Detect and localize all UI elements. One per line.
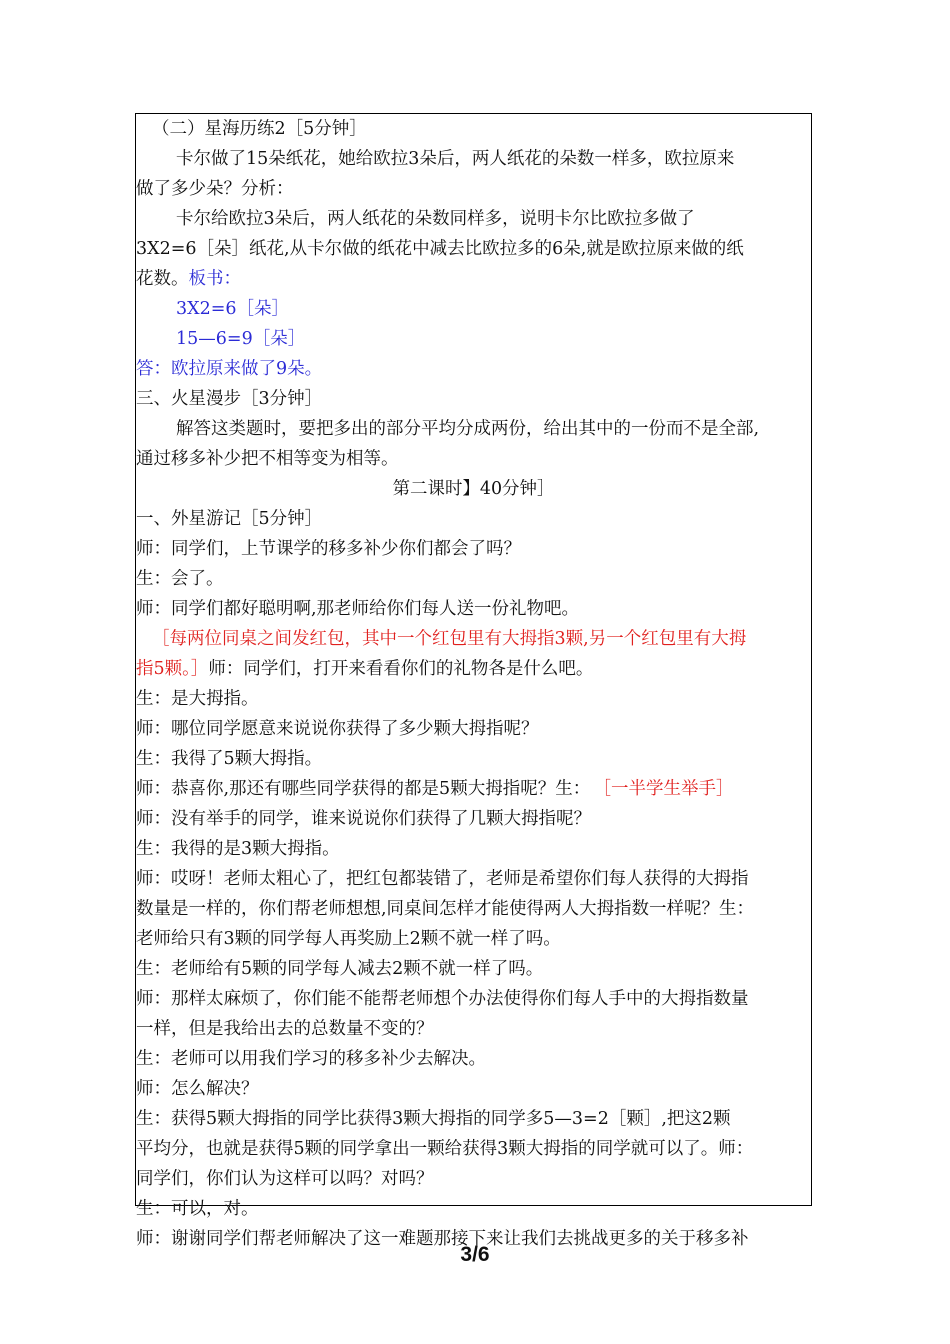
section-heading: 三、火星漫步［3分钟］ — [136, 389, 323, 409]
dialogue-line: 师：谢谢同学们帮老师解决了这一难题那接下来让我们去挑战更多的关于移多补 — [136, 1229, 749, 1249]
dialogue-line: 同学们，你们认为这样可以吗？对吗？ — [136, 1169, 434, 1189]
dialogue-line: 师：没有举手的同学，谁来说说你们获得了几颗大拇指呢？ — [136, 809, 591, 829]
dialogue-line — [136, 654, 593, 684]
dialogue-line: 生：我得了5颗大拇指。 — [136, 749, 323, 769]
paragraph-line: 解答这类题时，要把多出的部分平均分成两份，给出其中的一份而不是全部, — [176, 419, 760, 439]
section-heading: 一、外星游记［5分钟］ — [136, 509, 323, 529]
dialogue-line — [136, 774, 733, 804]
board-line: 3X2=6［朵］ — [176, 299, 290, 319]
answer-line: 答：欧拉原来做了9朵。 — [136, 359, 323, 379]
dialogue-line: 老师给只有3颗的同学每人再奖励上2颗不就一样了吗。 — [136, 929, 561, 949]
dialogue-line: 生：可以，对。 — [136, 1199, 259, 1219]
section-heading: （二）星海历练2［5分钟］ — [152, 119, 367, 139]
stage-direction: 指5颗。］ — [136, 659, 209, 679]
dialogue-line: 师：哎呀！老师太粗心了，把红包都装错了，老师是希望你们每人获得的大拇指 — [136, 869, 749, 889]
dialogue-line: 生：获得5颗大拇指的同学比获得3颗大拇指的同学多5—3=2［颗］,把这2颗 — [136, 1109, 731, 1129]
paragraph-line: 卡尔给欧拉3朵后，两人纸花的朵数同样多，说明卡尔比欧拉多做了 — [176, 209, 695, 229]
paragraph-line: 通过移多补少把不相等变为相等。 — [136, 449, 399, 469]
paragraph-line: 卡尔做了15朵纸花，她给欧拉3朵后，两人纸花的朵数一样多，欧拉原来 — [176, 149, 735, 169]
board-line: 15—6=9［朵］ — [176, 329, 306, 349]
text-segment: 花数。 — [136, 269, 189, 289]
dialogue-line: 师：那样太麻烦了，你们能不能帮老师想个办法使得你们每人手中的大拇指数量 — [136, 989, 749, 1009]
dialogue-line: 生：是大拇指。 — [136, 689, 259, 709]
text-segment: 师：恭喜你,那还有哪些同学获得的都是5颗大拇指呢？生： — [136, 779, 591, 799]
dialogue-line: 生：我得的是3颗大拇指。 — [136, 839, 340, 859]
stage-direction: ［一半学生举手］ — [602, 779, 734, 799]
paragraph-line: 3X2=6［朵］纸花,从卡尔做的纸花中减去比欧拉多的6朵,就是欧拉原来做的纸 — [136, 239, 744, 259]
stage-direction: ［每两位同桌之间发红包，其中一个红包里有大拇指3颗,另一个红包里有大拇 — [152, 629, 747, 649]
dialogue-line: 生：老师给有5颗的同学每人减去2颗不就一样了吗。 — [136, 959, 544, 979]
dialogue-line: 平均分，也就是获得5颗的同学拿出一颗给获得3颗大拇指的同学就可以了。师： — [136, 1139, 754, 1159]
dialogue-line: 数量是一样的，你们帮老师想想,同桌间怎样才能使得两人大拇指数一样呢？生： — [136, 899, 755, 919]
dialogue-line: 师：同学们都好聪明啊,那老师给你们每人送一份礼物吧。 — [136, 599, 580, 619]
dialogue-line: 生：会了。 — [136, 569, 224, 589]
dialogue-line: 师：同学们，上节课学的移多补少你们都会了吗？ — [136, 539, 521, 559]
dialogue-line: 一样，但是我给出去的总数量不变的？ — [136, 1019, 434, 1039]
page-number: 3/6 — [460, 1243, 490, 1266]
paragraph-line: 做了多少朵？分析： — [136, 179, 294, 199]
dialogue-line: 师：哪位同学愿意来说说你获得了多少颗大拇指呢？ — [136, 719, 539, 739]
dialogue-line: 生：老师可以用我们学习的移多补少去解决。 — [136, 1049, 486, 1069]
paragraph-line — [136, 264, 241, 294]
board-label: 板书： — [188, 269, 241, 289]
dialogue-line: 师：怎么解决？ — [136, 1079, 259, 1099]
text-segment: 师：同学们，打开来看看你们的礼物各是什么吧。 — [208, 659, 594, 679]
lesson-heading: 第二课时】40分钟］ — [392, 479, 555, 499]
document-frame — [135, 113, 812, 1249]
